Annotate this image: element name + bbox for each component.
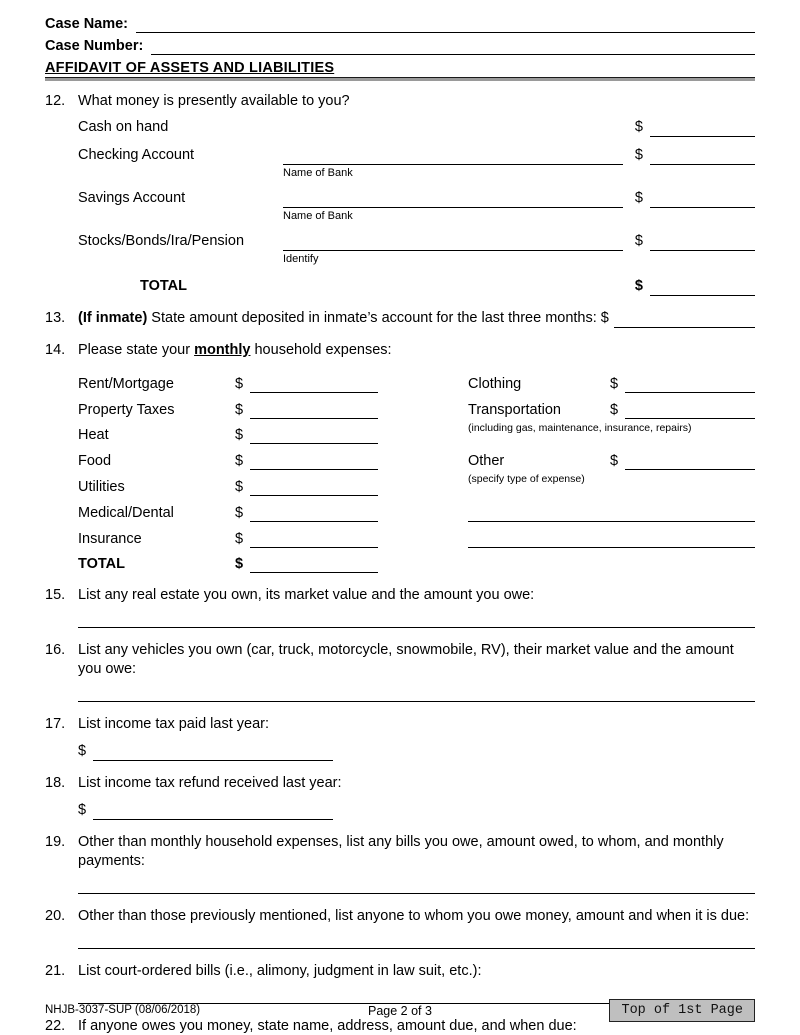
expenses-right-column (468, 367, 755, 573)
top-of-first-page-button[interactable]: Top of 1st Page (609, 999, 755, 1022)
expenses-left-column (78, 367, 378, 573)
form-number: NHJB-3037-SUP (08/06/2018) (45, 1004, 201, 1016)
extra-expense-line-1-input[interactable] (468, 505, 755, 522)
case-name-row (45, 16, 755, 33)
dollar-sign: $ (610, 453, 619, 470)
monthly-emphasis: monthly (194, 342, 251, 358)
cash-on-hand-label: Cash on hand (78, 119, 169, 135)
other-expense-input[interactable] (625, 453, 755, 470)
other-debts-answer-input[interactable] (78, 926, 755, 949)
cash-on-hand-row (78, 118, 755, 137)
question-15 (45, 586, 755, 628)
form-title: AFFIDAVIT OF ASSETS AND LIABILITIES (45, 60, 335, 76)
other-expense-label: Other (468, 453, 505, 470)
income-tax-paid-input[interactable] (93, 744, 333, 761)
question-text: List any real estate you own, its market value and the amount you owe: (78, 587, 535, 604)
utilities-input[interactable] (250, 479, 378, 496)
question-text: If anyone owes you money, state name, address, amount due, and when due: (78, 1018, 577, 1035)
dollar-sign: $ (634, 119, 643, 135)
question-17 (45, 715, 755, 761)
question-text: List any vehicles you own (car, truck, motorcycle, snowmobile, RV), their market value and the amount you owe: (78, 642, 734, 678)
rent-mortgage-input[interactable] (250, 376, 378, 393)
item-number: 16. (45, 642, 66, 659)
clothing-row (468, 367, 755, 393)
question-20 (45, 907, 755, 949)
other-expense-row (468, 444, 755, 470)
dollar-sign: $ (235, 556, 244, 573)
question-text: Other than monthly household expenses, list any bills you owe, amount owed, to whom, and monthly payments: (78, 834, 724, 870)
inmate-deposit-amount-input[interactable] (614, 309, 755, 328)
stocks-bonds-row (78, 232, 755, 266)
dollar-sign: $ (610, 401, 619, 418)
question-text: Please state your monthly household expenses: (78, 342, 392, 358)
insurance-label: Insurance (78, 530, 142, 547)
dollar-sign: $ (235, 375, 244, 392)
page-indicator: Page 2 of 3 (368, 1003, 432, 1018)
dollar-sign: $ (235, 453, 244, 470)
identify-caption: Identify (283, 253, 319, 265)
transportation-input[interactable] (625, 402, 755, 419)
medical-dental-label: Medical/Dental (78, 504, 174, 521)
name-of-bank-caption: Name of Bank (283, 167, 353, 179)
case-number-input[interactable] (151, 40, 755, 55)
dollar-sign: $ (634, 190, 643, 206)
case-number-label: Case Number: (45, 38, 144, 54)
utilities-label: Utilities (78, 478, 125, 495)
item-number: 22. (45, 1018, 66, 1035)
dollar-sign: $ (235, 478, 244, 495)
question-13 (45, 309, 755, 328)
item-number: 14. (45, 342, 66, 358)
savings-account-amount-input[interactable] (650, 189, 755, 208)
transportation-row (468, 393, 755, 419)
name-of-bank-caption: Name of Bank (283, 210, 353, 222)
case-name-label: Case Name: (45, 16, 129, 32)
item-number: 15. (45, 587, 66, 604)
item-number: 19. (45, 834, 66, 851)
item-number: 17. (45, 716, 66, 733)
question-text: List income tax paid last year: (78, 716, 270, 733)
bills-owed-answer-input[interactable] (78, 871, 755, 894)
question-18 (45, 774, 755, 820)
rent-mortgage-label: Rent/Mortgage (78, 375, 174, 392)
savings-account-bank-input[interactable] (283, 189, 623, 208)
dollar-sign: $ (235, 530, 244, 547)
other-expense-note: (specify type of expense) (468, 473, 585, 486)
question-text: (If inmate) State amount deposited in inmate’s account for the last three months: $ (78, 310, 609, 326)
clothing-input[interactable] (625, 376, 755, 393)
if-inmate-label: (If inmate) (78, 310, 148, 326)
medical-dental-input[interactable] (250, 505, 378, 522)
case-name-input[interactable] (136, 18, 755, 33)
heat-input[interactable] (250, 427, 378, 444)
q12-total-row (78, 277, 755, 296)
item-number: 18. (45, 775, 66, 792)
stocks-bonds-label: Stocks/Bonds/Ira/Pension (78, 233, 245, 249)
stocks-identify-input[interactable] (283, 232, 623, 251)
q12-total-amount-input[interactable] (650, 277, 755, 296)
dollar-sign: $ (634, 147, 643, 163)
tax-refund-row (78, 801, 755, 820)
clothing-label: Clothing (468, 375, 522, 392)
savings-account-row (78, 189, 755, 223)
property-taxes-label: Property Taxes (78, 401, 175, 418)
transportation-note: (including gas, maintenance, insurance, repairs) (468, 421, 692, 434)
expenses-total-row (78, 548, 378, 574)
property-taxes-input[interactable] (250, 402, 378, 419)
expenses-total-input[interactable] (250, 556, 378, 573)
medical-dental-row (78, 496, 378, 522)
savings-account-label: Savings Account (78, 190, 186, 206)
case-number-row (45, 38, 755, 55)
item-number: 13. (45, 310, 66, 326)
stocks-amount-input[interactable] (650, 232, 755, 251)
title-rule (45, 77, 755, 81)
dollar-sign: $ (634, 278, 643, 294)
insurance-input[interactable] (250, 531, 378, 548)
heat-label: Heat (78, 427, 109, 444)
utilities-row (78, 470, 378, 496)
form-title-row (45, 60, 755, 81)
dollar-sign: $ (610, 375, 619, 392)
insurance-row (78, 522, 378, 548)
checking-account-amount-input[interactable] (650, 146, 755, 165)
dollar-sign: $ (235, 401, 244, 418)
dollar-sign: $ (634, 233, 643, 249)
item-number: 21. (45, 963, 66, 980)
question-text: Other than those previously mentioned, list anyone to whom you owe money, amount and when it is due: (78, 908, 750, 925)
checking-account-label: Checking Account (78, 147, 195, 163)
vehicles-answer-input[interactable] (78, 679, 755, 702)
question-text: List income tax refund received last year: (78, 775, 342, 792)
q12-total-label: TOTAL (140, 278, 187, 294)
expenses-grid (78, 367, 755, 573)
food-label: Food (78, 453, 112, 470)
item-number: 20. (45, 908, 66, 925)
page-footer (45, 999, 755, 1022)
checking-account-row (78, 146, 755, 180)
dollar-sign: $ (235, 427, 244, 444)
extra-expense-row-2 (468, 522, 755, 548)
dollar-sign: $ (78, 743, 87, 760)
checking-account-bank-input[interactable] (283, 146, 623, 165)
question-14 (45, 341, 755, 573)
income-tax-paid-row (78, 742, 755, 761)
extra-expense-row-1 (468, 496, 755, 522)
dollar-sign: $ (235, 504, 244, 521)
food-row (78, 444, 378, 470)
tax-refund-input[interactable] (93, 803, 333, 820)
question-16 (45, 641, 755, 702)
food-input[interactable] (250, 453, 378, 470)
rent-mortgage-row (78, 367, 378, 393)
transportation-label: Transportation (468, 401, 561, 418)
cash-on-hand-amount-input[interactable] (650, 118, 755, 137)
question-text: What money is presently available to you? (78, 93, 350, 109)
question-19 (45, 833, 755, 894)
item-number: 12. (45, 93, 66, 109)
heat-row (78, 419, 378, 445)
real-estate-answer-input[interactable] (78, 605, 755, 628)
extra-expense-line-2-input[interactable] (468, 531, 755, 548)
question-12 (45, 92, 755, 296)
expenses-total-label: TOTAL (78, 556, 125, 573)
dollar-sign: $ (78, 802, 87, 819)
property-taxes-row (78, 393, 378, 419)
question-text: List court-ordered bills (i.e., alimony, judgment in law suit, etc.): (78, 963, 482, 980)
